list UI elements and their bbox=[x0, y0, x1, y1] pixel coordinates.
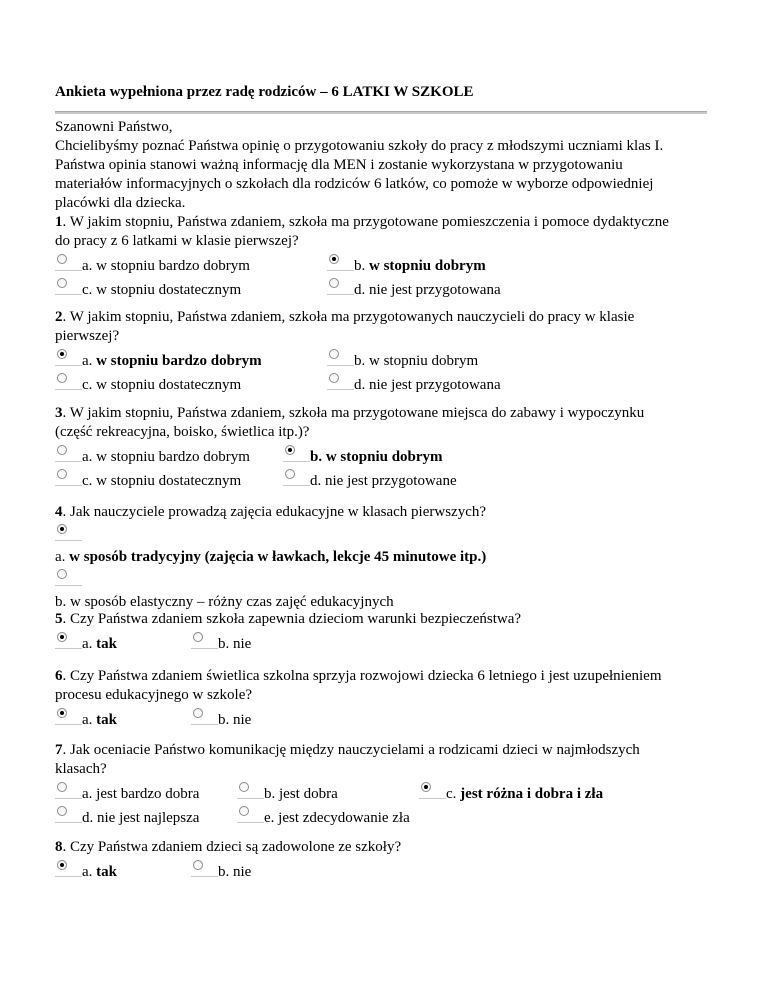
intro-line: Chcielibyśmy poznać Państwa opinię o przygotowaniu szkoły do pracy z młodszymi uczniami klas I. bbox=[55, 138, 664, 154]
radio-button-icon[interactable] bbox=[55, 708, 82, 728]
radio-button-icon[interactable] bbox=[55, 524, 82, 544]
question-text: 6. Czy Państwa zdaniem świetlica szkolna sprzyja rozwojowi dziecka 6 letniego i jest uzupełnieniem procesu edukacyjnego w szkole? bbox=[55, 668, 662, 703]
q4-option-a-radio[interactable] bbox=[55, 526, 707, 548]
radio-button-icon[interactable] bbox=[55, 782, 82, 802]
radio-button-icon[interactable] bbox=[55, 278, 82, 298]
intro-text bbox=[55, 118, 707, 213]
q4-option-b-radio[interactable] bbox=[55, 571, 707, 593]
radio-button-icon[interactable] bbox=[55, 632, 82, 652]
radio-button-icon[interactable] bbox=[55, 806, 82, 826]
radio-button-icon[interactable] bbox=[191, 632, 218, 652]
radio-button-icon[interactable] bbox=[55, 569, 82, 589]
title-divider bbox=[55, 111, 707, 114]
question-4 bbox=[55, 503, 707, 616]
question-2: 2. W jakim stopniu, Państwa zdaniem, szkoła ma przygotowanych nauczycieli do pracy w klasie pierwszej? a. w stopniu bardzo dobrym b. w stopniu dobrym c. w stopniu dostatecznym d. nie jest przygotowana bbox=[55, 308, 707, 399]
intro-line: materiałów informacyjnych o szkołach dla rodziców 6 latków, co pomoże w wyborze odpowiedniej bbox=[55, 176, 654, 192]
intro-line: Państwa opinia stanowi ważną informację dla MEN i zostanie wykorzystana w przygotowaniu bbox=[55, 157, 623, 173]
question-text: 5. Czy Państwa zdaniem szkoła zapewnia dzieciom warunki bezpieczeństwa? bbox=[55, 611, 522, 627]
intro-greeting: Szanowni Państwo, bbox=[55, 119, 173, 135]
radio-button-icon[interactable] bbox=[283, 469, 310, 489]
question-text: 7. Jak oceniacie Państwo komunikację między nauczycielami a rodzicami dzieci w najmłodszych klasach? bbox=[55, 742, 640, 777]
question-8: 8. Czy Państwa zdaniem dzieci są zadowolone ze szkoły? a. tak b. nie bbox=[55, 838, 707, 886]
radio-button-icon[interactable] bbox=[55, 349, 82, 369]
question-5: 5. Czy Państwa zdaniem szkoła zapewnia dzieciom warunki bezpieczeństwa? a. tak b. nie bbox=[55, 610, 707, 658]
radio-button-icon[interactable] bbox=[237, 782, 264, 802]
question-text: 1. W jakim stopniu, Państwa zdaniem, szkoła ma przygotowane pomieszczenia i pomoce dydaktyczne do pracy z 6 latkami w klasie pierwszej? bbox=[55, 214, 669, 249]
radio-button-icon[interactable] bbox=[55, 254, 82, 274]
radio-button-icon[interactable] bbox=[327, 254, 354, 274]
radio-button-icon[interactable] bbox=[327, 278, 354, 298]
radio-button-icon[interactable] bbox=[237, 806, 264, 826]
q4-option-a[interactable]: a. w sposób tradycyjny (zajęcia w ławkach, lekcje 45 minutowe itp.) bbox=[55, 549, 487, 565]
survey-title: Ankieta wypełniona przez radę rodziców – 6 LATKI W SZKOLE bbox=[55, 84, 474, 100]
radio-button-icon[interactable] bbox=[327, 349, 354, 369]
q4-option-b[interactable]: b. w sposób elastyczny – różny czas zajęć edukacyjnych bbox=[55, 594, 394, 610]
question-1: 1. W jakim stopniu, Państwa zdaniem, szkoła ma przygotowane pomieszczenia i pomoce dydaktyczne do pracy z 6 latkami w klasie pierwszej? a. w stopniu bardzo dobrym b. w stopniu dobrym c. w stopniu dostatecznym d. nie jest przygotowana bbox=[55, 213, 707, 304]
question-text: 2. W jakim stopniu, Państwa zdaniem, szkoła ma przygotowanych nauczycieli do pracy w klasie pierwszej? bbox=[55, 309, 635, 344]
question-3: 3. W jakim stopniu, Państwa zdaniem, szkoła ma przygotowane miejsca do zabawy i wypoczynku (część rekreacyjna, boisko, świetlica itp.)? a. w stopniu bardzo dobrym b. w stopniu dobrym c. w stopniu dostatecznym d. nie jest przygotowane bbox=[55, 404, 707, 495]
question-text: 8. Czy Państwa zdaniem dzieci są zadowolone ze szkoły? bbox=[55, 839, 402, 855]
radio-button-icon[interactable] bbox=[55, 469, 82, 489]
radio-button-icon[interactable] bbox=[55, 860, 82, 880]
question-text: 4. Jak nauczyciele prowadzą zajęcia edukacyjne w klasach pierwszych? bbox=[55, 504, 487, 520]
question-text: 3. W jakim stopniu, Państwa zdaniem, szkoła ma przygotowane miejsca do zabawy i wypoczynku (część rekreacyjna, boisko, świetlica itp.)? bbox=[55, 405, 645, 440]
radio-button-icon[interactable] bbox=[55, 445, 82, 465]
radio-button-icon[interactable] bbox=[55, 373, 82, 393]
question-6: 6. Czy Państwa zdaniem świetlica szkolna sprzyja rozwojowi dziecka 6 letniego i jest uzupełnieniem procesu edukacyjnego w szkole? a. tak b. nie bbox=[55, 667, 707, 734]
radio-button-icon[interactable] bbox=[327, 373, 354, 393]
radio-button-icon[interactable] bbox=[191, 708, 218, 728]
radio-button-icon[interactable] bbox=[283, 445, 310, 465]
intro-line: placówki dla dziecka. bbox=[55, 195, 186, 211]
radio-button-icon[interactable] bbox=[191, 860, 218, 880]
radio-button-icon[interactable] bbox=[419, 782, 446, 802]
question-7: 7. Jak oceniacie Państwo komunikację między nauczycielami a rodzicami dzieci w najmłodszych klasach? a. jest bardzo dobra b. jest dobra c. jest różna i dobra i zła d. nie jest najlepsza e. jest zdecydowanie zła bbox=[55, 741, 707, 832]
